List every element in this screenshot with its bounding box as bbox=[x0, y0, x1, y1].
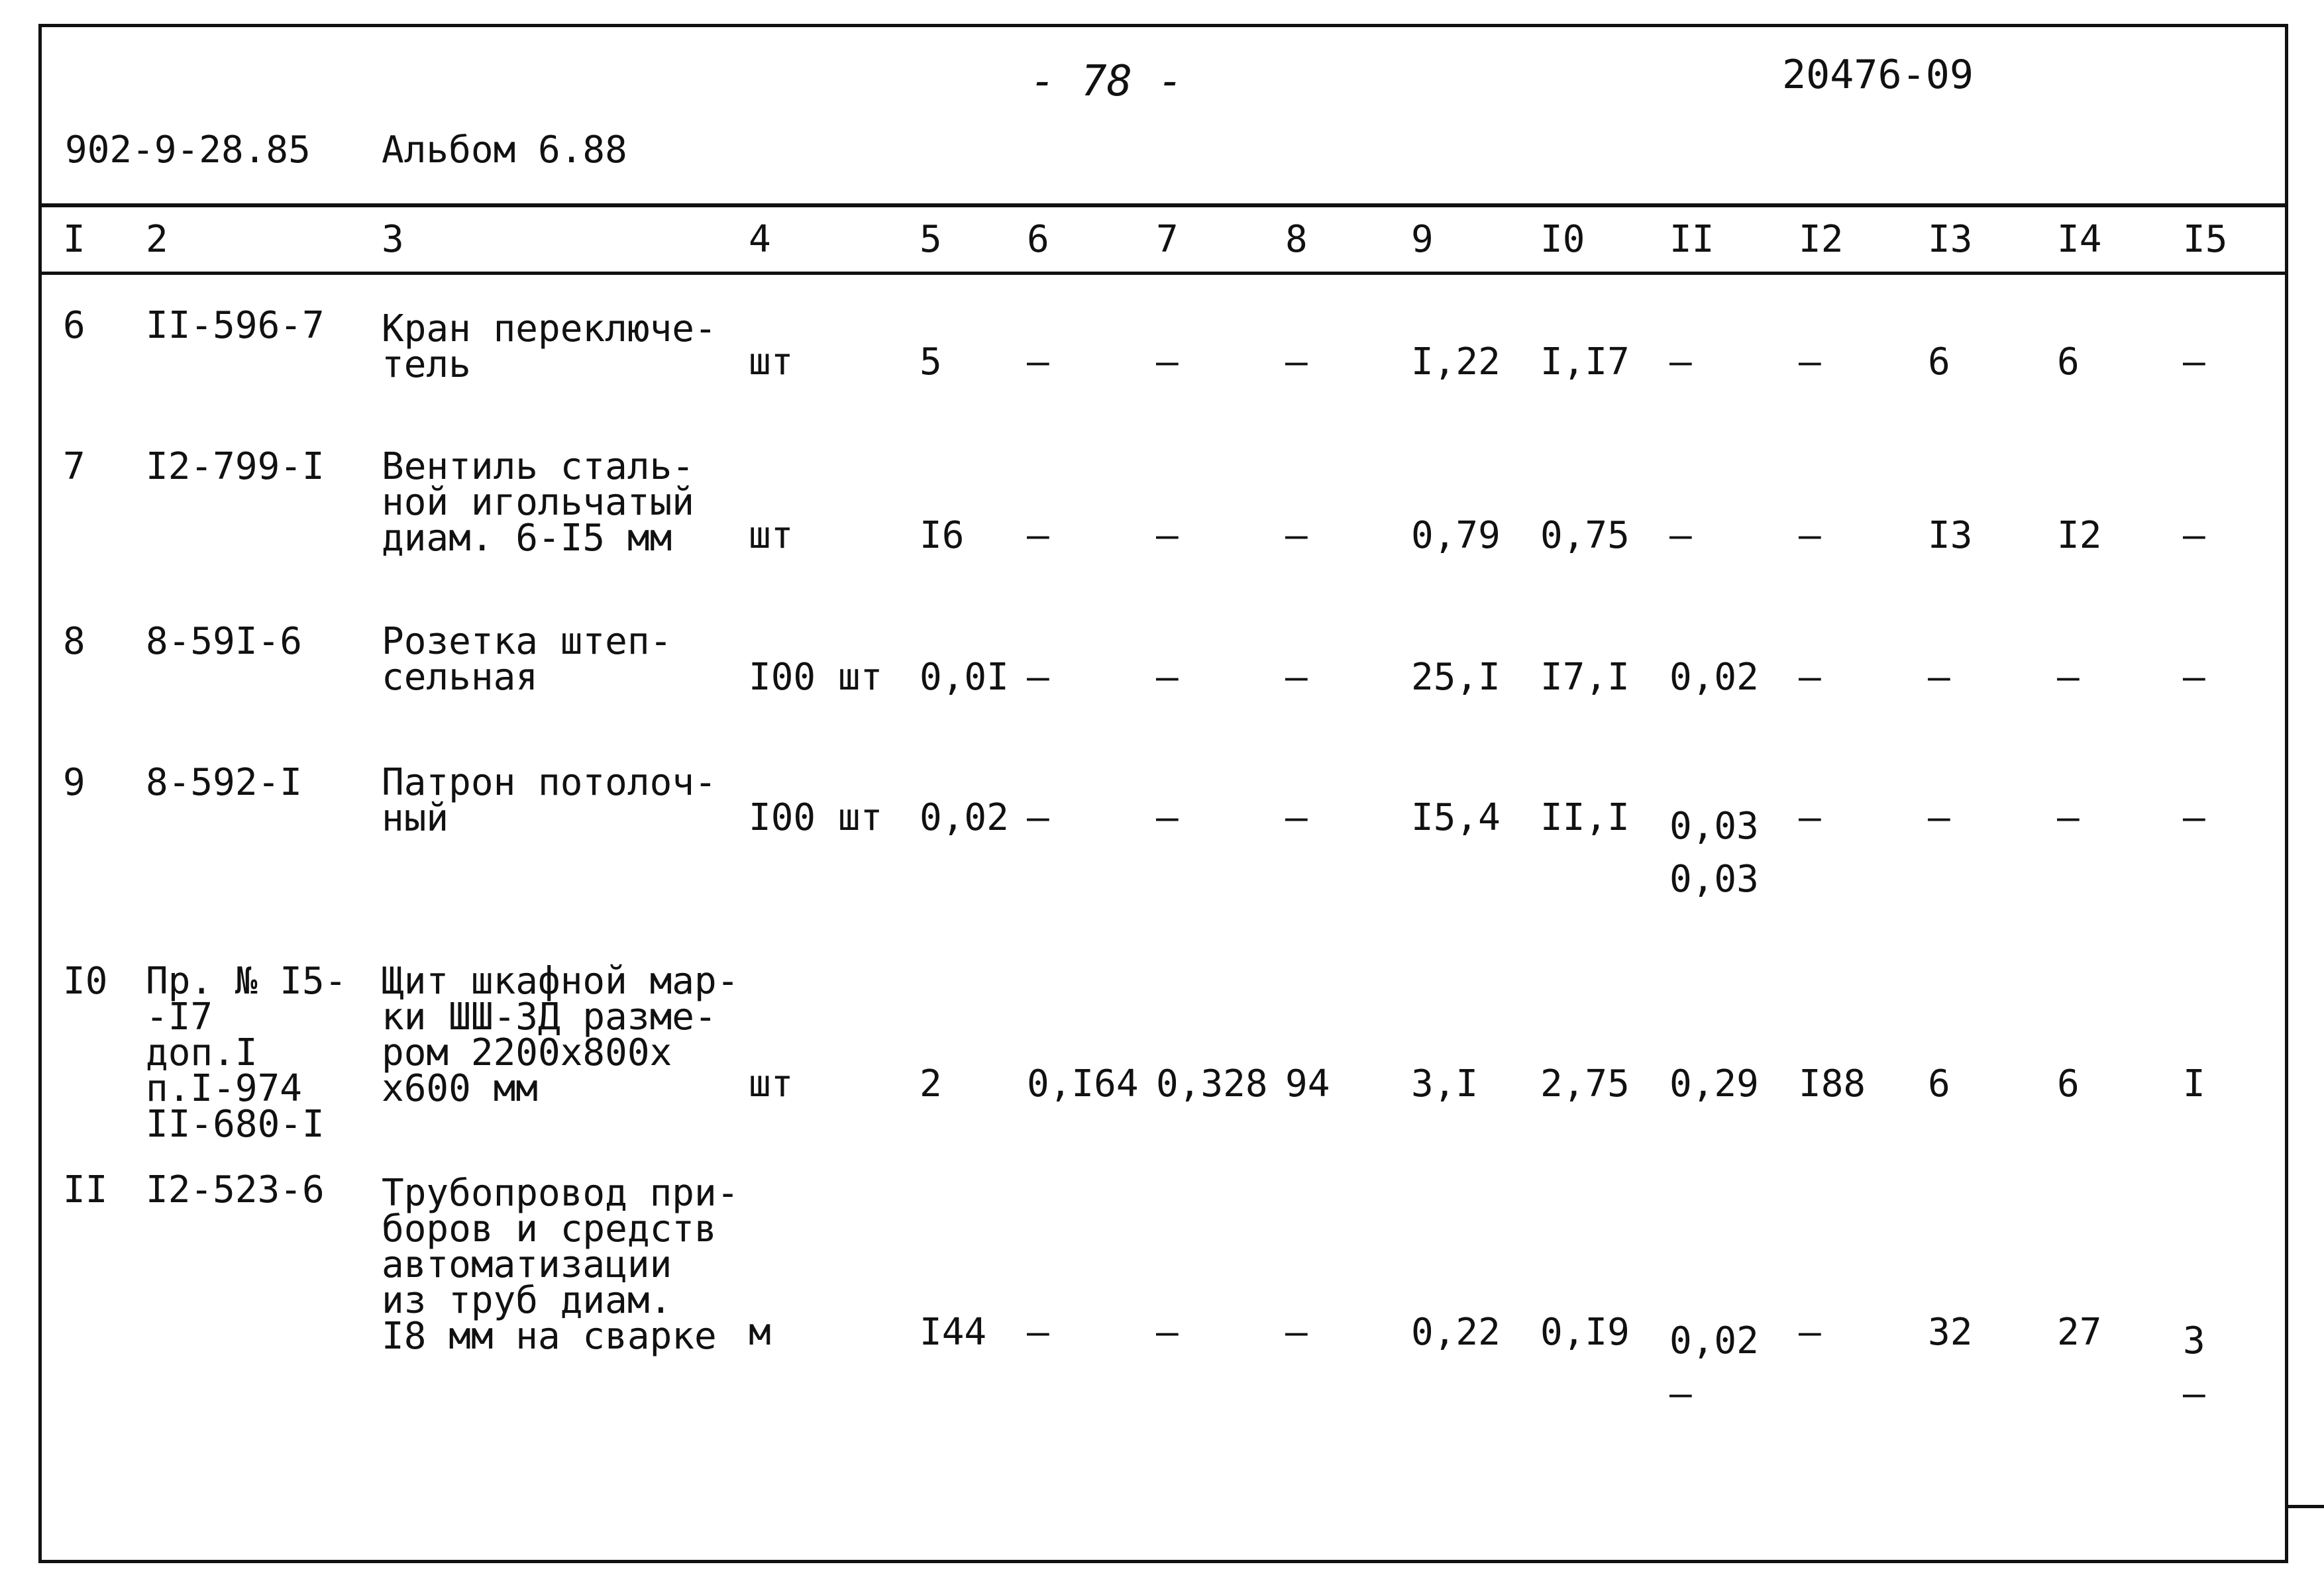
column-header: I3 bbox=[1928, 218, 1973, 261]
unit: м bbox=[749, 1311, 771, 1354]
table-top-rule bbox=[42, 203, 2285, 207]
cell-c12: I88 bbox=[1799, 1062, 1866, 1105]
column-header: 3 bbox=[382, 218, 404, 261]
row-number: 9 bbox=[63, 761, 85, 804]
item-name: Патрон потолоч- ный bbox=[382, 761, 717, 840]
cell-c11: 0,29 bbox=[1669, 1062, 1759, 1105]
cell-c13: – bbox=[1928, 796, 1950, 839]
cell-c9: 0,22 bbox=[1411, 1311, 1501, 1354]
item-name: Розетка штеп- сельная bbox=[382, 620, 672, 699]
cell-c8: – bbox=[1285, 340, 1308, 384]
item-name: Трубопровод при- боров и средств автоматизации из труб диам. I8 мм на сварке bbox=[382, 1172, 739, 1358]
frame-top-border bbox=[38, 24, 2288, 27]
norm-code: I2-523-6 bbox=[146, 1168, 325, 1211]
cell-c10: I7,I bbox=[1540, 656, 1630, 699]
cell-c8: – bbox=[1285, 514, 1308, 557]
cell-c9: 3,I bbox=[1411, 1062, 1479, 1105]
norm-code: I2-799-I bbox=[146, 445, 325, 488]
cell-c7: – bbox=[1156, 340, 1179, 384]
unit: I00 шт bbox=[749, 796, 883, 839]
cell-c13: I3 bbox=[1928, 514, 1973, 557]
unit: шт bbox=[749, 340, 794, 384]
cell-c5: I44 bbox=[920, 1311, 987, 1354]
column-header: I5 bbox=[2183, 218, 2228, 261]
page-number: - 78 - bbox=[1030, 57, 1184, 106]
document-code: 20476-09 bbox=[1782, 52, 1974, 98]
item-name: Кран переключе- тель bbox=[382, 307, 717, 386]
norm-code: 8-59I-6 bbox=[146, 620, 303, 663]
frame-left-border bbox=[38, 24, 42, 1563]
column-header: 2 bbox=[146, 218, 168, 261]
column-header: 6 bbox=[1027, 218, 1049, 261]
column-header: I4 bbox=[2057, 218, 2102, 261]
column-header: II bbox=[1669, 218, 1715, 261]
row-number: II bbox=[63, 1168, 108, 1211]
cell-c8: – bbox=[1285, 796, 1308, 839]
cell-c5: 5 bbox=[920, 340, 942, 384]
column-header: 8 bbox=[1285, 218, 1308, 261]
cell-c15: 3 – bbox=[2183, 1319, 2205, 1415]
cell-c6: – bbox=[1027, 1311, 1049, 1354]
cell-c15: – bbox=[2183, 796, 2205, 839]
cell-c11: 0,02 bbox=[1669, 656, 1759, 699]
cell-c6: 0,I64 bbox=[1027, 1062, 1139, 1105]
norm-code: Пр. № I5- -I7 доп.I п.I-974 II-680-I bbox=[146, 960, 347, 1146]
cell-c10: II,I bbox=[1540, 796, 1630, 839]
cell-c7: – bbox=[1156, 796, 1179, 839]
cell-c14: 27 bbox=[2057, 1311, 2102, 1354]
column-header: 7 bbox=[1156, 218, 1179, 261]
unit: I00 шт bbox=[749, 656, 883, 699]
cell-c6: – bbox=[1027, 656, 1049, 699]
cell-c12: – bbox=[1799, 514, 1821, 557]
cell-c8: 94 bbox=[1285, 1062, 1330, 1105]
cell-c7: 0,328 bbox=[1156, 1062, 1268, 1105]
cell-c7: – bbox=[1156, 1311, 1179, 1354]
cell-c13: 6 bbox=[1928, 340, 1950, 384]
frame-bottom-border bbox=[38, 1560, 2288, 1563]
cell-c13: 32 bbox=[1928, 1311, 1973, 1354]
cell-c5: I6 bbox=[920, 514, 965, 557]
norm-code: II-596-7 bbox=[146, 304, 325, 347]
norm-code: 8-592-I bbox=[146, 761, 303, 804]
cell-c9: I,22 bbox=[1411, 340, 1501, 384]
column-header: I bbox=[63, 218, 85, 261]
frame-right-border bbox=[2285, 24, 2288, 1563]
cell-c10: 0,75 bbox=[1540, 514, 1630, 557]
cell-c6: – bbox=[1027, 796, 1049, 839]
margin-tick bbox=[2288, 1505, 2324, 1508]
cell-c11: 0,02 – bbox=[1669, 1319, 1759, 1415]
cell-c14: – bbox=[2057, 796, 2080, 839]
cell-c7: – bbox=[1156, 656, 1179, 699]
cell-c9: 25,I bbox=[1411, 656, 1501, 699]
cell-c9: I5,4 bbox=[1411, 796, 1501, 839]
row-number: 7 bbox=[63, 445, 85, 488]
cell-c5: 2 bbox=[920, 1062, 942, 1105]
cell-c8: – bbox=[1285, 1311, 1308, 1354]
column-header: 5 bbox=[920, 218, 942, 261]
column-header: 9 bbox=[1411, 218, 1434, 261]
cell-c11: 0,03 0,03 bbox=[1669, 805, 1759, 901]
cell-c12: – bbox=[1799, 656, 1821, 699]
cell-c10: 0,I9 bbox=[1540, 1311, 1630, 1354]
cell-c9: 0,79 bbox=[1411, 514, 1501, 557]
cell-c14: 6 bbox=[2057, 1062, 2080, 1105]
header-bottom-rule bbox=[42, 272, 2285, 275]
column-header: 4 bbox=[749, 218, 771, 261]
cell-c15: – bbox=[2183, 514, 2205, 557]
cell-c5: 0,02 bbox=[920, 796, 1009, 839]
cell-c14: 6 bbox=[2057, 340, 2080, 384]
cell-c6: – bbox=[1027, 340, 1049, 384]
cell-c13: – bbox=[1928, 656, 1950, 699]
item-name: Щит шкафной мар- ки ШШ-3Д разме- ром 2200х800х х600 мм bbox=[382, 960, 739, 1110]
album-label: Альбом 6.88 bbox=[382, 128, 627, 172]
column-header: I0 bbox=[1540, 218, 1585, 261]
unit: шт bbox=[749, 514, 794, 557]
cell-c11: – bbox=[1669, 514, 1692, 557]
item-name: Вентиль сталь- ной игольчатый диам. 6-I5 мм bbox=[382, 445, 695, 560]
unit: шт bbox=[749, 1062, 794, 1105]
cell-c11: – bbox=[1669, 340, 1692, 384]
cell-c5: 0,0I bbox=[920, 656, 1009, 699]
cell-c12: – bbox=[1799, 340, 1821, 384]
cell-c14: I2 bbox=[2057, 514, 2102, 557]
cell-c8: – bbox=[1285, 656, 1308, 699]
cell-c15: – bbox=[2183, 656, 2205, 699]
row-number: 6 bbox=[63, 304, 85, 347]
cell-c10: I,I7 bbox=[1540, 340, 1630, 384]
cell-c12: – bbox=[1799, 1311, 1821, 1354]
row-number: I0 bbox=[63, 960, 108, 1003]
cell-c13: 6 bbox=[1928, 1062, 1950, 1105]
row-number: 8 bbox=[63, 620, 85, 663]
cell-c10: 2,75 bbox=[1540, 1062, 1630, 1105]
series-number: 902-9-28.85 bbox=[65, 128, 311, 172]
cell-c6: – bbox=[1027, 514, 1049, 557]
column-header: I2 bbox=[1799, 218, 1844, 261]
cell-c14: – bbox=[2057, 656, 2080, 699]
cell-c12: – bbox=[1799, 796, 1821, 839]
cell-c7: – bbox=[1156, 514, 1179, 557]
cell-c15: I bbox=[2183, 1062, 2205, 1105]
cell-c15: – bbox=[2183, 340, 2205, 384]
